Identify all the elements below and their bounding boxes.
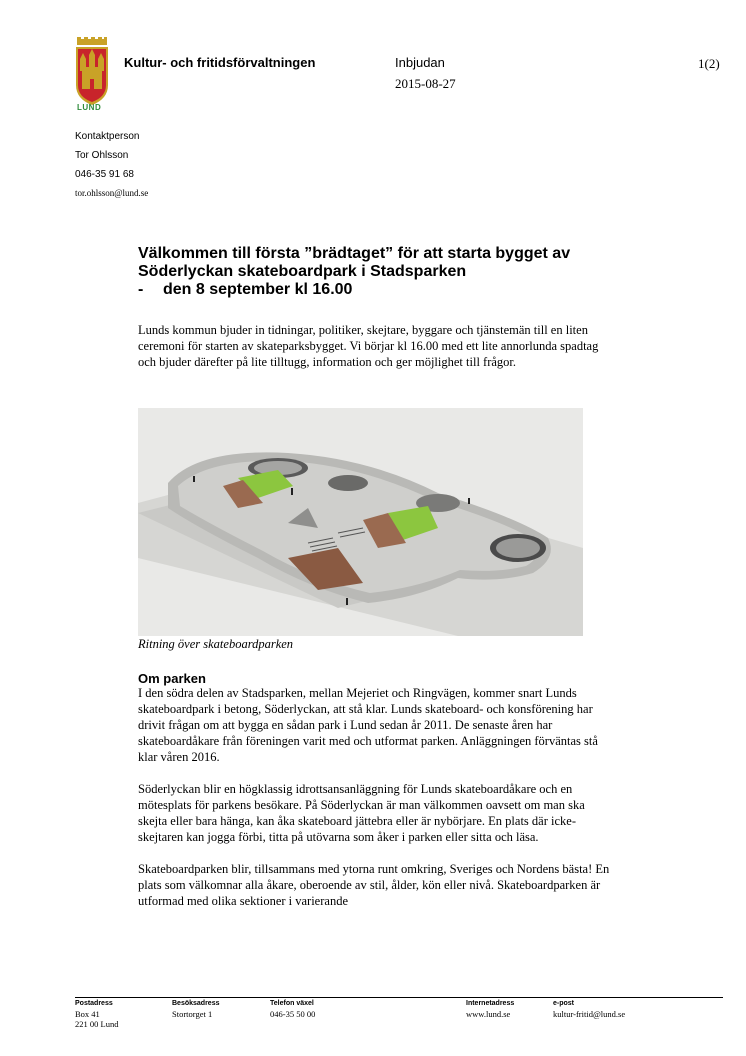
contact-block [75, 127, 148, 203]
footer-visit [172, 999, 219, 1019]
footer-postal [75, 999, 118, 1029]
footer-phone-label: Telefon växel [270, 1000, 314, 1007]
image-caption: Ritning över skateboardparken [138, 637, 294, 651]
footer-divider [75, 997, 723, 998]
headline-line-2: Söderlyckan skateboardpark i Stadsparken [138, 263, 467, 280]
page-number: 1(2) [698, 56, 720, 71]
footer-visit-value: Stortorget 1 [172, 1009, 213, 1019]
lund-logo [72, 37, 112, 117]
contact-email: tor.ohlsson@lund.se [75, 188, 149, 198]
headline-line-3-row [138, 281, 638, 299]
section-title: Om parken [138, 671, 206, 686]
headline [138, 245, 638, 299]
document-date: 2015-08-27 [395, 76, 456, 91]
footer-email-label: e-post [553, 1000, 574, 1007]
footer-phone-value: 046-35 50 00 [270, 1009, 316, 1019]
headline-dash: - [138, 281, 144, 298]
skatepark-rendering-image [138, 408, 583, 636]
section-paragraph-2: Söderlyckan blir en högklassig idrottsansanläggning för Lunds skateboardåkare och en mötesplats för parkens besökare. På Söderlyckan är man välkommen oavsett om man ska skejta eller bara hänga, kan åka skateboard jättebra eller är nybörjare. En plats där icke-skejtaren kan jogga förbi, titta på utövarna som åker i parken eller sitta och läsa. [138, 782, 585, 844]
skatepark-drawing [138, 408, 583, 636]
footer-phone [270, 999, 315, 1019]
contact-label: Kontaktperson [75, 131, 140, 142]
logo-wordmark: LUND [77, 103, 102, 112]
footer-web [466, 999, 514, 1019]
footer-postal-line-1: Box 41 [75, 1009, 100, 1019]
section-body [138, 685, 613, 925]
contact-name: Tor Ohlsson [75, 150, 129, 161]
footer-postal-label: Postadress [75, 1000, 113, 1007]
section-paragraph-3: Skateboardparken blir, tillsammans med ytorna runt omkring, Sveriges och Nordens bästa! En plats som välkomnar alla åkare, oberoende av stil, ålder, kön eller nivå. Skateboardparken är utformad med olika sektioner i varierande [138, 862, 610, 908]
organization-name: Kultur- och fritidsförvaltningen [124, 55, 316, 70]
document-type: Inbjudan [395, 55, 445, 70]
intro-paragraph: Lunds kommun bjuder in tidningar, politiker, skejtare, byggare och tjänstemän till en liten ceremoni för starten av skateparksbygget. Vi börjar kl 16.00 med ett lite annorlunda spadtag och bjuder därefter på lite tilltugg, information och ger möjlighet till frågor. [138, 323, 599, 369]
footer-web-value[interactable]: www.lund.se [466, 1009, 511, 1019]
headline-line-3: den 8 september kl 16.00 [163, 281, 353, 298]
footer-email [553, 999, 625, 1019]
contact-phone: 046-35 91 68 [75, 169, 134, 180]
footer-postal-line-2: 221 00 Lund [75, 1019, 119, 1029]
footer-email-value[interactable]: kultur-fritid@lund.se [553, 1009, 626, 1019]
footer-web-label: Internetadress [466, 1000, 515, 1007]
section-paragraph-1: I den södra delen av Stadsparken, mellan Mejeriet och Ringvägen, kommer snart Lunds skateboardpark i betong, Söderlyckan, att stå klar. Lunds skateboard- och konsförening har drivit frågan om att bygga en sådan park i Lund sedan år 2011. De senaste åren har skateboardåkare från föreningen varit med och utformat parken. Anläggningen förväntas stå klar våren 2016. [138, 686, 598, 764]
footer-visit-label: Besöksadress [172, 1000, 220, 1007]
headline-line-1: Välkommen till första ”brädtaget” för att starta bygget av [138, 245, 571, 262]
